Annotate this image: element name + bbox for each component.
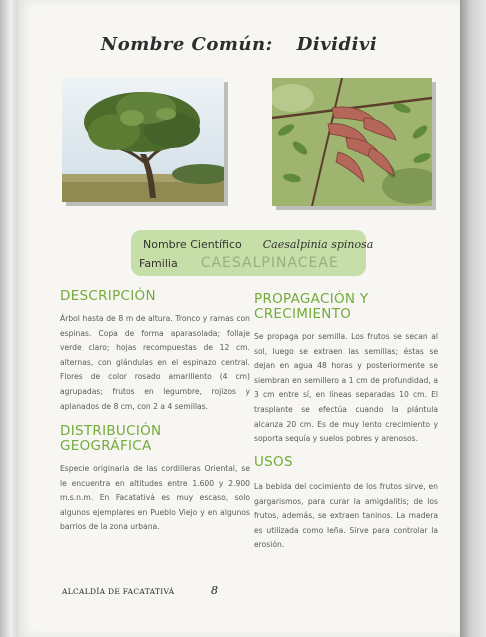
tree-photo-icon bbox=[62, 78, 224, 202]
section-heading-usos: USOS bbox=[254, 454, 293, 470]
section-heading-descripcion: DESCRIPCIÓN bbox=[60, 288, 156, 304]
section-body-descripcion: Árbol hasta de 8 m de altura. Tronco y ramas con espinas. Copa de forma aparasolada; follaje verde claro; hojas recompuestas de 12 cm. alternas, con glándulas en el espinazo central. Flores de color rosado amarillento (4 cm) agrupadas; frutos en legumbre, rojizos y aplanados de 8 cm, con 2 a 4 semillas. bbox=[60, 314, 250, 411]
page-title bbox=[18, 34, 460, 55]
scientific-name-box bbox=[131, 230, 374, 276]
seed-pods-photo-icon bbox=[272, 78, 432, 206]
tree-photo bbox=[62, 78, 224, 202]
scientific-name-row bbox=[143, 238, 373, 251]
common-name-value: Dividivi bbox=[296, 34, 378, 55]
book-spine bbox=[0, 0, 18, 637]
book-page bbox=[18, 0, 460, 637]
family-label: Familia bbox=[139, 257, 178, 270]
section-heading-distribucion bbox=[60, 424, 161, 454]
footer-publisher: ALCALDÍA DE FACATATIVÁ bbox=[62, 587, 175, 596]
section-body-propagacion: Se propaga por semilla. Los frutos se secan al sol, luego se extraen las semillas; éstas se dejan en agua 48 horas y posteriormente se siembran en semillero a 1 cm de profundidad, a 3 cm entre sí, en líneas separadas 10 cm. El trasplante se efectúa cuando la plántula alcanza 20 cm. Es de muy lento crecimiento y soporta sequía y suelos pobres y arenosos. bbox=[254, 332, 438, 444]
family-row bbox=[139, 255, 339, 271]
page-number: 8 bbox=[211, 584, 218, 597]
section-body-usos: La bebida del cocimiento de los frutos sirve, en gargarismos, para curar la amigdalitis; de los frutos, además, se extraen taninos. La madera es utilizada como leña. Sirve para controlar la erosión. bbox=[254, 482, 438, 550]
page-edge bbox=[460, 0, 486, 637]
heading-line: PROPAGACIÓN Y bbox=[254, 291, 369, 307]
section-body-distribucion: Especie originaria de las cordilleras Oriental, se le encuentra en altitudes entre 1.600 y 2.900 m.s.n.m. En Facatativá es muy escaso, solo algunos ejemplares en Pueblo Viejo y en algunos barrios de la zona urbana. bbox=[60, 464, 250, 532]
seed-pods-photo bbox=[272, 78, 432, 206]
scientific-name-value: Caesalpinia spinosa bbox=[262, 238, 374, 251]
heading-line: CRECIMIENTO bbox=[254, 306, 352, 322]
section-heading-propagacion bbox=[254, 292, 368, 322]
scientific-name-label: Nombre Científico bbox=[143, 238, 242, 251]
heading-line: DISTRIBUCIÓN bbox=[60, 423, 162, 439]
family-value: CAESALPINACEAE bbox=[200, 255, 339, 271]
heading-line: GEOGRÁFICA bbox=[60, 438, 152, 454]
common-name-label: Nombre Común: bbox=[100, 34, 273, 55]
